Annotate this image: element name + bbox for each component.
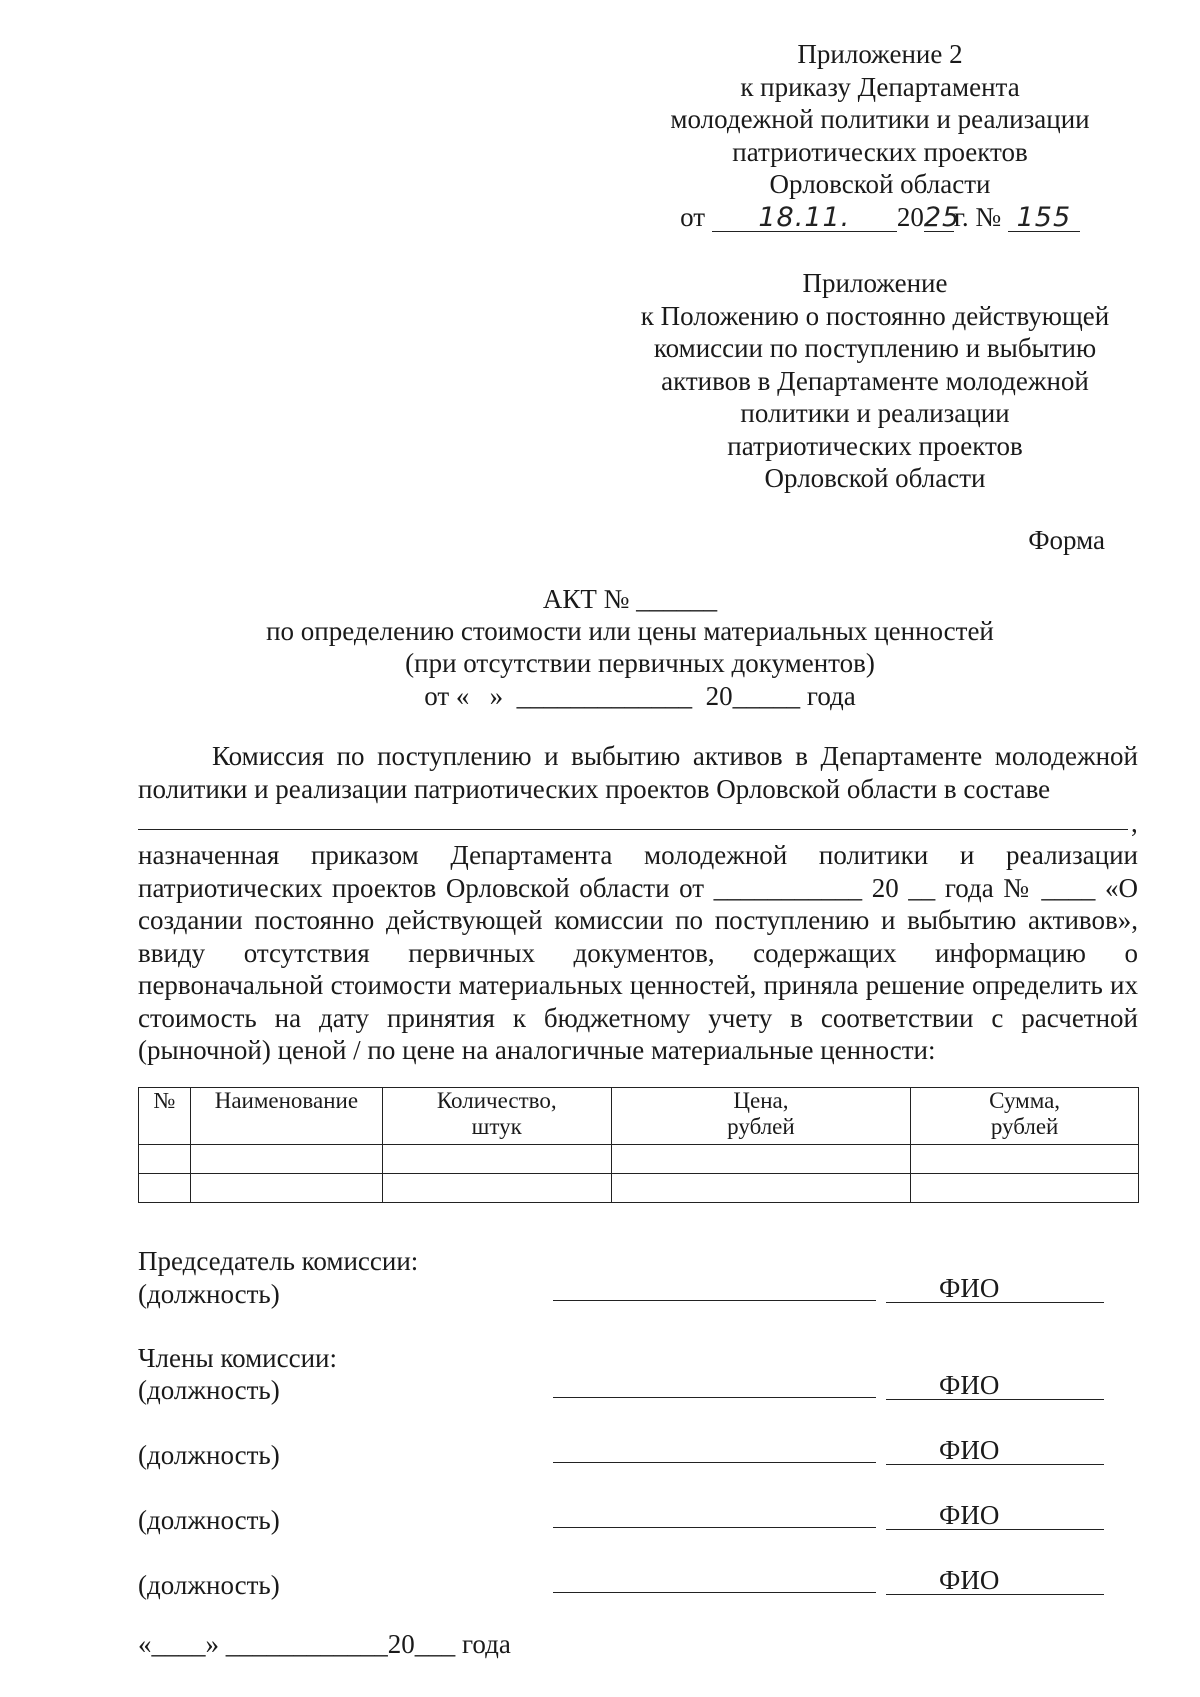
comma: , <box>1131 808 1138 838</box>
act-subtitle-note: (при отсутствии первичных документов) <box>405 648 875 678</box>
members-label: Члены комиссии: <box>138 1343 337 1373</box>
order-number: 155 <box>1008 204 1080 232</box>
col-quantity-header: Количество, штук <box>382 1088 611 1145</box>
position-label: (должность) <box>138 1570 280 1600</box>
signature-line <box>553 1527 876 1528</box>
decision-paragraph: назначенная приказом Департамента молодежной политики и реализации патриотических проектов Орловской области от ___________ 20 __ года № ____ «О создании постоянно действующей комиссии по поступлению и выбытию активов», ввиду отсутствия первичных документов, содержащих информацию о первоначальной стоимости материальных ценностей, приняла решение определить их стоимость на дату принятия к бюджетному учету в соответствии с расчетной (рыночной) ценой / по цене на аналогичные материальные ценности: <box>138 840 1138 1065</box>
position-label: (должность) <box>138 1505 280 1535</box>
col-number-header: № <box>139 1088 191 1145</box>
act-subtitle: по определению стоимости или цены материальных ценностей <box>266 616 994 646</box>
position-label: (должность) <box>138 1375 280 1405</box>
table-row <box>139 1145 1139 1174</box>
act-title: АКТ № ______ <box>542 584 718 614</box>
signature-line <box>553 1300 876 1301</box>
regulation-annex-header <box>580 267 1170 495</box>
header-line: патриотических проектов <box>732 136 1028 167</box>
order-header <box>600 38 1160 233</box>
commission-members-blank <box>138 829 1128 830</box>
fio-field: ФИО <box>886 1371 1104 1400</box>
position-label: (должность) <box>138 1440 280 1470</box>
fio-field: ФИО <box>886 1501 1104 1530</box>
order-date-line: от 18.11. 2025г. № 155 <box>600 201 1160 234</box>
signature-line <box>553 1462 876 1463</box>
fio-field: ФИО <box>886 1566 1104 1595</box>
order-year: 25 <box>923 201 961 233</box>
signing-date-line: «____» ____________20___ года <box>138 1629 511 1659</box>
header-line: к приказу Департамента <box>740 71 1020 102</box>
annex-line: активов в Департаменте молодежной <box>661 365 1089 396</box>
annex-line: Приложение <box>802 268 948 298</box>
col-price-header: Цена, рублей <box>611 1088 911 1145</box>
position-label: (должность) <box>138 1279 280 1309</box>
signature-line <box>553 1397 876 1398</box>
act-date-line: от « » _____________ 20_____ года <box>424 681 856 711</box>
valuables-table <box>138 1087 1139 1203</box>
chair-label: Председатель комиссии: <box>138 1246 419 1276</box>
header-line: молодежной политики и реализации <box>670 104 1090 134</box>
table-row <box>139 1174 1139 1203</box>
commission-paragraph: Комиссия по поступлению и выбытию активов в Департаменте молодежной политики и реализации патриотических проектов Орловской области в составе <box>138 741 1138 804</box>
header-line: Приложение 2 <box>797 39 963 69</box>
annex-line: патриотических проектов <box>727 430 1023 461</box>
form-label: Форма <box>1028 525 1105 555</box>
annex-line: политики и реализации <box>740 398 1010 428</box>
table-header-row <box>139 1088 1139 1145</box>
col-sum-header: Сумма, рублей <box>911 1088 1139 1145</box>
fio-field: ФИО <box>886 1274 1104 1303</box>
annex-line: к Положению о постоянно действующей <box>640 300 1110 331</box>
header-line: Орловской области <box>769 169 991 199</box>
annex-line: комиссии по поступлению и выбытию <box>653 333 1097 363</box>
annex-line: Орловской области <box>764 463 986 493</box>
col-name-header: Наименование <box>190 1088 382 1145</box>
fio-field: ФИО <box>886 1436 1104 1465</box>
order-date: 18.11. <box>712 204 897 232</box>
signature-line <box>553 1592 876 1593</box>
